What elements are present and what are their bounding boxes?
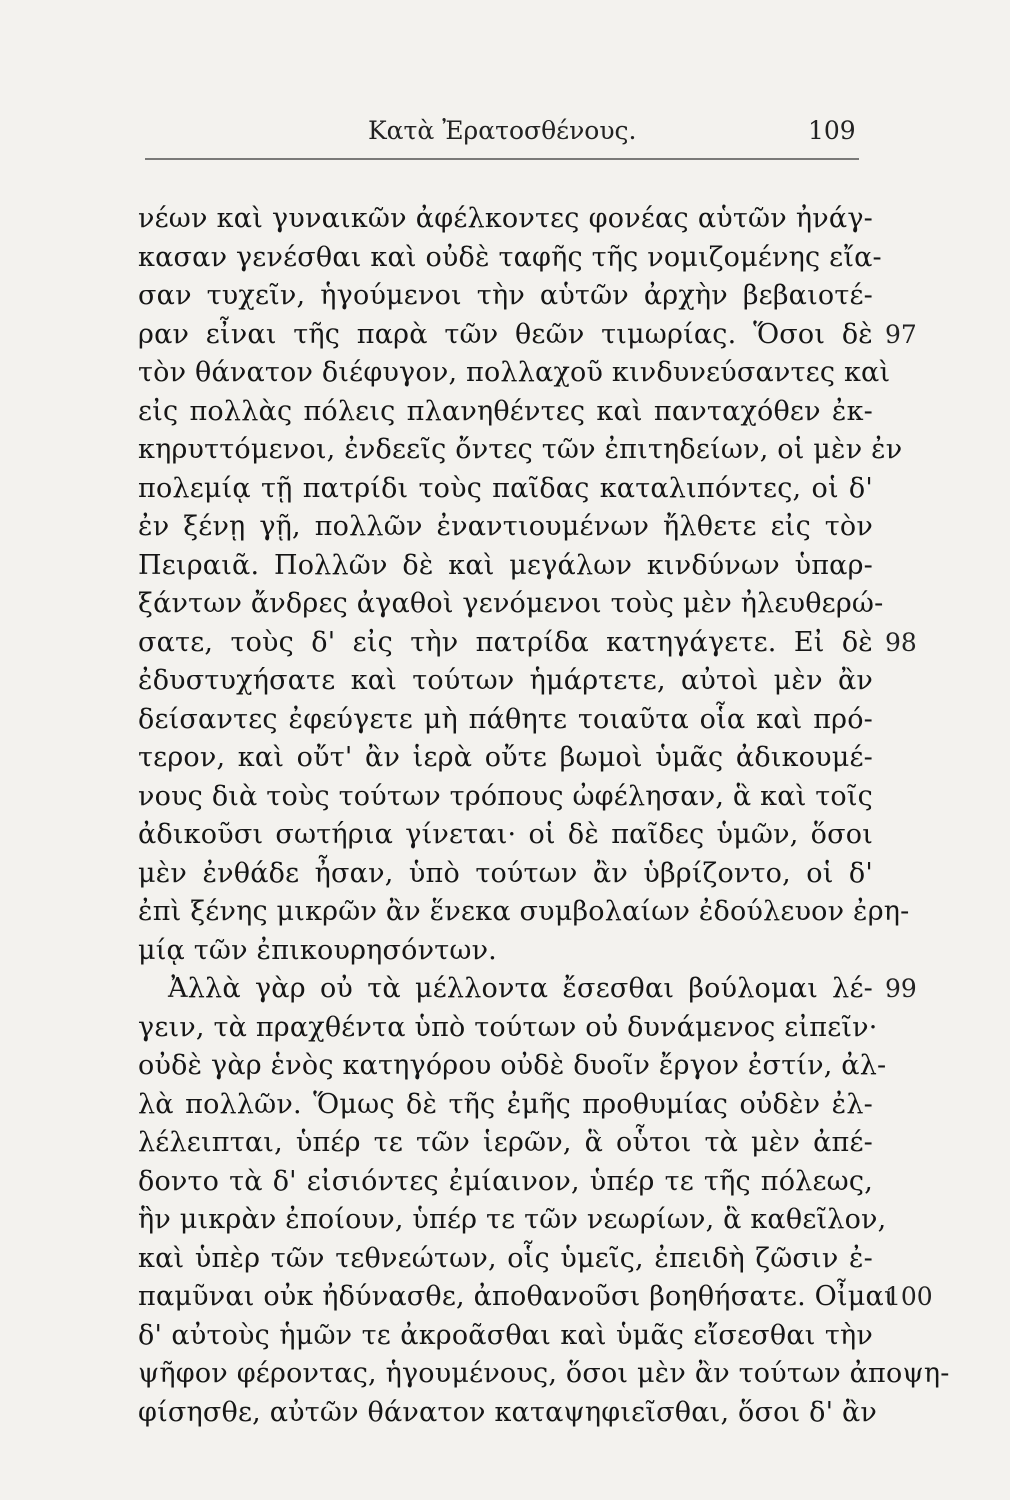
section-number: 98 xyxy=(885,627,917,657)
text-line: δοντο τὰ δ' εἰσιόντες ἐμίαινον, ὑπέρ τε τῆς πόλεως, xyxy=(138,1165,873,1197)
text-line: σαν τυχεῖν, ἡγούμενοι τὴν αὑτῶν ἀρχὴν βεβαιοτέ- xyxy=(138,280,873,311)
text-line: λὰ πολλῶν. Ὅμως δὲ τῆς ἐμῆς προθυμίας οὐδὲν ἐλ- xyxy=(138,1088,873,1120)
page-number: 109 xyxy=(808,116,856,145)
text-line: καὶ ὑπὲρ τῶν τεθνεώτων, οἷς ὑμεῖς, ἐπειδὴ ζῶσιν ἐ- xyxy=(138,1242,873,1274)
text-line: εἰς πολλὰς πόλεις πλανηθέντες καὶ πανταχόθεν ἐκ- xyxy=(138,395,873,427)
text-line: ξάντων ἄνδρες ἀγαθοὶ γενόμενοι τοὺς μὲν ἠλευθερώ- xyxy=(138,588,884,619)
text-line: ἐπὶ ξένης μικρῶν ἂν ἕνεκα συμβολαίων ἐδούλευον ἐρη- xyxy=(138,896,910,927)
running-head xyxy=(0,110,1010,150)
text-line: ἀδικοῦσι σωτήρια γίνεται· οἱ δὲ παῖδες ὑμῶν, ὅσοι xyxy=(138,819,873,850)
running-title: Κατὰ Ἐρατοσθένους. xyxy=(368,116,637,145)
text-line: μίᾳ τῶν ἐπικουρησόντων. xyxy=(138,934,497,966)
text-line: δ' αὐτοὺς ἡμῶν τε ἀκροᾶσθαι καὶ ὑμᾶς εἴσεσθαι τὴν xyxy=(138,1319,873,1351)
section-number: 100 xyxy=(885,1282,933,1311)
section-number: 99 xyxy=(885,974,917,1003)
section-number: 97 xyxy=(885,319,917,349)
text-line: δείσαντες ἐφεύγετε μὴ πάθητε τοιαῦτα οἷα καὶ πρό- xyxy=(138,703,873,735)
text-line: ἣν μικρὰν ἐποίουν, ὑπέρ τε τῶν νεωρίων, ἃ καθεῖλον, xyxy=(138,1204,887,1235)
text-line: κηρυττόμενοι, ἐνδεεῖς ὄντες τῶν ἐπιτηδείων, οἱ μὲν ἐν xyxy=(138,434,903,465)
text-line: νέων καὶ γυναικῶν ἀφέλκοντες φονέας αὑτῶν ἠνάγ- xyxy=(138,203,873,234)
text-line: ἐδυστυχήσατε καὶ τούτων ἡμάρτετε, αὐτοὶ μὲν ἂν xyxy=(138,665,873,696)
text-line: κασαν γενέσθαι καὶ οὐδὲ ταφῆς τῆς νομιζομένης εἴα- xyxy=(138,241,882,273)
header-wavy-rule xyxy=(145,154,860,164)
text-line: ραν εἶναι τῆς παρὰ τῶν θεῶν τιμωρίας. Ὅσοι δὲ xyxy=(138,318,873,350)
text-line: φίσησθε, αὐτῶν θάνατον καταψηφιεῖσθαι, ὅσοι δ' ἂν xyxy=(138,1396,878,1428)
text-line: τερον, καὶ οὔτ' ἂν ἱερὰ οὔτε βωμοὶ ὑμᾶς ἀδικουμέ- xyxy=(138,742,873,773)
text-line: σατε, τοὺς δ' εἰς τὴν πατρίδα κατηγάγετε. Εἰ δὲ xyxy=(138,626,873,658)
text-line: τὸν θάνατον διέφυγον, πολλαχοῦ κινδυνεύσαντες καὶ xyxy=(138,357,891,388)
text-line: λέλειπται, ὑπέρ τε τῶν ἱερῶν, ἃ οὗτοι τὰ μὲν ἀπέ- xyxy=(138,1127,873,1158)
text-line: ψῆφον φέροντας, ἡγουμένους, ὅσοι μὲν ἂν τούτων ἀποψη- xyxy=(138,1358,950,1389)
text-line: πολεμίᾳ τῇ πατρίδι τοὺς παῖδας καταλιπόντες, οἱ δ' xyxy=(138,472,873,504)
text-line: ἐν ξένῃ γῇ, πολλῶν ἐναντιουμένων ἤλθετε εἰς τὸν xyxy=(138,511,873,542)
text-line: παμῦναι οὐκ ἠδύνασθε, ἀποθανοῦσι βοηθήσατε. Οἶμαι xyxy=(138,1281,895,1312)
text-line: Πειραιᾶ. Πολλῶν δὲ καὶ μεγάλων κινδύνων ὑπαρ- xyxy=(138,549,873,581)
text-line: γειν, τὰ πραχθέντα ὑπὸ τούτων οὐ δυνάμενος εἰπεῖν· xyxy=(138,1011,878,1043)
text-line: μὲν ἐνθάδε ἦσαν, ὑπὸ τούτων ἂν ὑβρίζοντο, οἱ δ' xyxy=(138,857,873,889)
text-line: νους διὰ τοὺς τούτων τρόπους ὠφέλησαν, ἃ καὶ τοῖς xyxy=(138,780,873,812)
text-line: Ἀλλὰ γὰρ οὐ τὰ μέλλοντα ἔσεσθαι βούλομαι λέ- xyxy=(168,973,873,1004)
text-line: οὐδὲ γὰρ ἑνὸς κατηγόρου οὐδὲ δυοῖν ἔργον ἐστίν, ἀλ- xyxy=(138,1050,887,1081)
